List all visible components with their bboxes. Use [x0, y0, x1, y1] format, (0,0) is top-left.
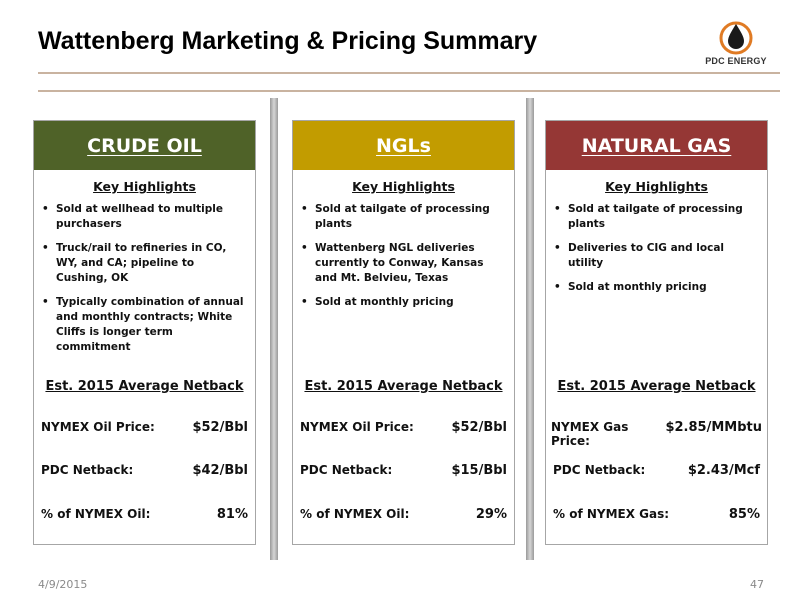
- netback-row: [551, 420, 762, 448]
- row-value: 85%: [728, 507, 760, 522]
- natural-gas-header: [546, 121, 767, 170]
- natural-gas-netback-title: Est. 2015 Average Netback: [557, 379, 756, 394]
- bullet-item: • Sold at wellhead to multiple purchasers: [42, 202, 249, 232]
- crude-oil-highlights: [34, 202, 255, 355]
- page-number: 47: [750, 578, 764, 591]
- natural-gas-panel: [545, 120, 768, 545]
- netback-row: [300, 463, 507, 478]
- ngls-header: [293, 121, 514, 170]
- netback-row: [553, 463, 760, 478]
- ngls-panel: [292, 120, 515, 545]
- bullet-item: • Truck/rail to refineries in CO, WY, and CA; pipeline to Cushing, OK: [42, 241, 249, 286]
- bullet-item: • Typically combination of annual and monthly contracts; White Cliffs is longer term commitment: [42, 295, 249, 355]
- ngls-title: NGLs: [376, 134, 431, 157]
- row-value: $2.85/MMbtu: [665, 420, 762, 435]
- row-value: $42/Bbl: [192, 463, 248, 478]
- netback-row: [553, 507, 760, 522]
- row-label: % of NYMEX Oil:: [300, 507, 410, 521]
- bullet-item: • Sold at tailgate of processing plants: [554, 202, 761, 232]
- column-divider-left: [270, 98, 278, 560]
- column-divider-right: [526, 98, 534, 560]
- netback-row: [300, 507, 507, 522]
- crude-oil-panel: [33, 120, 256, 545]
- row-label: NYMEX Oil Price:: [300, 420, 414, 434]
- bullet-item: • Sold at monthly pricing: [301, 295, 508, 310]
- crude-oil-netback-title: Est. 2015 Average Netback: [45, 379, 244, 394]
- row-value: $2.43/Mcf: [687, 463, 760, 478]
- row-label: PDC Netback:: [41, 463, 134, 477]
- row-label: NYMEX Oil Price:: [41, 420, 155, 434]
- netback-row: [41, 463, 248, 478]
- natural-gas-highlights: [546, 202, 767, 295]
- header-rule-top: [38, 72, 780, 74]
- crude-oil-header: [34, 121, 255, 170]
- row-label: % of NYMEX Gas:: [553, 507, 670, 521]
- logo-text: PDC ENERGY: [705, 56, 767, 66]
- crude-oil-title: CRUDE OIL: [87, 134, 202, 157]
- ngls-highlights: [293, 202, 514, 310]
- row-value: $52/Bbl: [192, 420, 248, 435]
- natural-gas-highlights-title: Key Highlights: [605, 179, 708, 194]
- row-label: NYMEX Gas Price:: [551, 420, 629, 448]
- pdc-energy-logo: [700, 18, 772, 68]
- bullet-item: • Wattenberg NGL deliveries currently to Conway, Kansas and Mt. Belvieu, Texas: [301, 241, 508, 286]
- bullet-item: • Deliveries to CIG and local utility: [554, 241, 761, 271]
- footer-date: 4/9/2015: [38, 578, 88, 591]
- netback-row: [300, 420, 507, 435]
- ngls-highlights-title: Key Highlights: [352, 179, 455, 194]
- bullet-item: • Sold at monthly pricing: [554, 280, 761, 295]
- netback-row: [41, 420, 248, 435]
- row-value: 29%: [475, 507, 507, 522]
- header-rule-bottom: [38, 90, 780, 92]
- crude-oil-highlights-title: Key Highlights: [93, 179, 196, 194]
- row-label: PDC Netback:: [300, 463, 393, 477]
- row-value: $52/Bbl: [451, 420, 507, 435]
- netback-row: [41, 507, 248, 522]
- oil-drop-icon: [700, 18, 772, 56]
- row-value: 81%: [216, 507, 248, 522]
- page-title: Wattenberg Marketing & Pricing Summary: [38, 27, 538, 55]
- ngls-netback-title: Est. 2015 Average Netback: [304, 379, 503, 394]
- row-value: $15/Bbl: [451, 463, 507, 478]
- row-label: PDC Netback:: [553, 463, 646, 477]
- bullet-item: • Sold at tailgate of processing plants: [301, 202, 508, 232]
- natural-gas-title: NATURAL GAS: [581, 134, 732, 157]
- row-label: % of NYMEX Oil:: [41, 507, 151, 521]
